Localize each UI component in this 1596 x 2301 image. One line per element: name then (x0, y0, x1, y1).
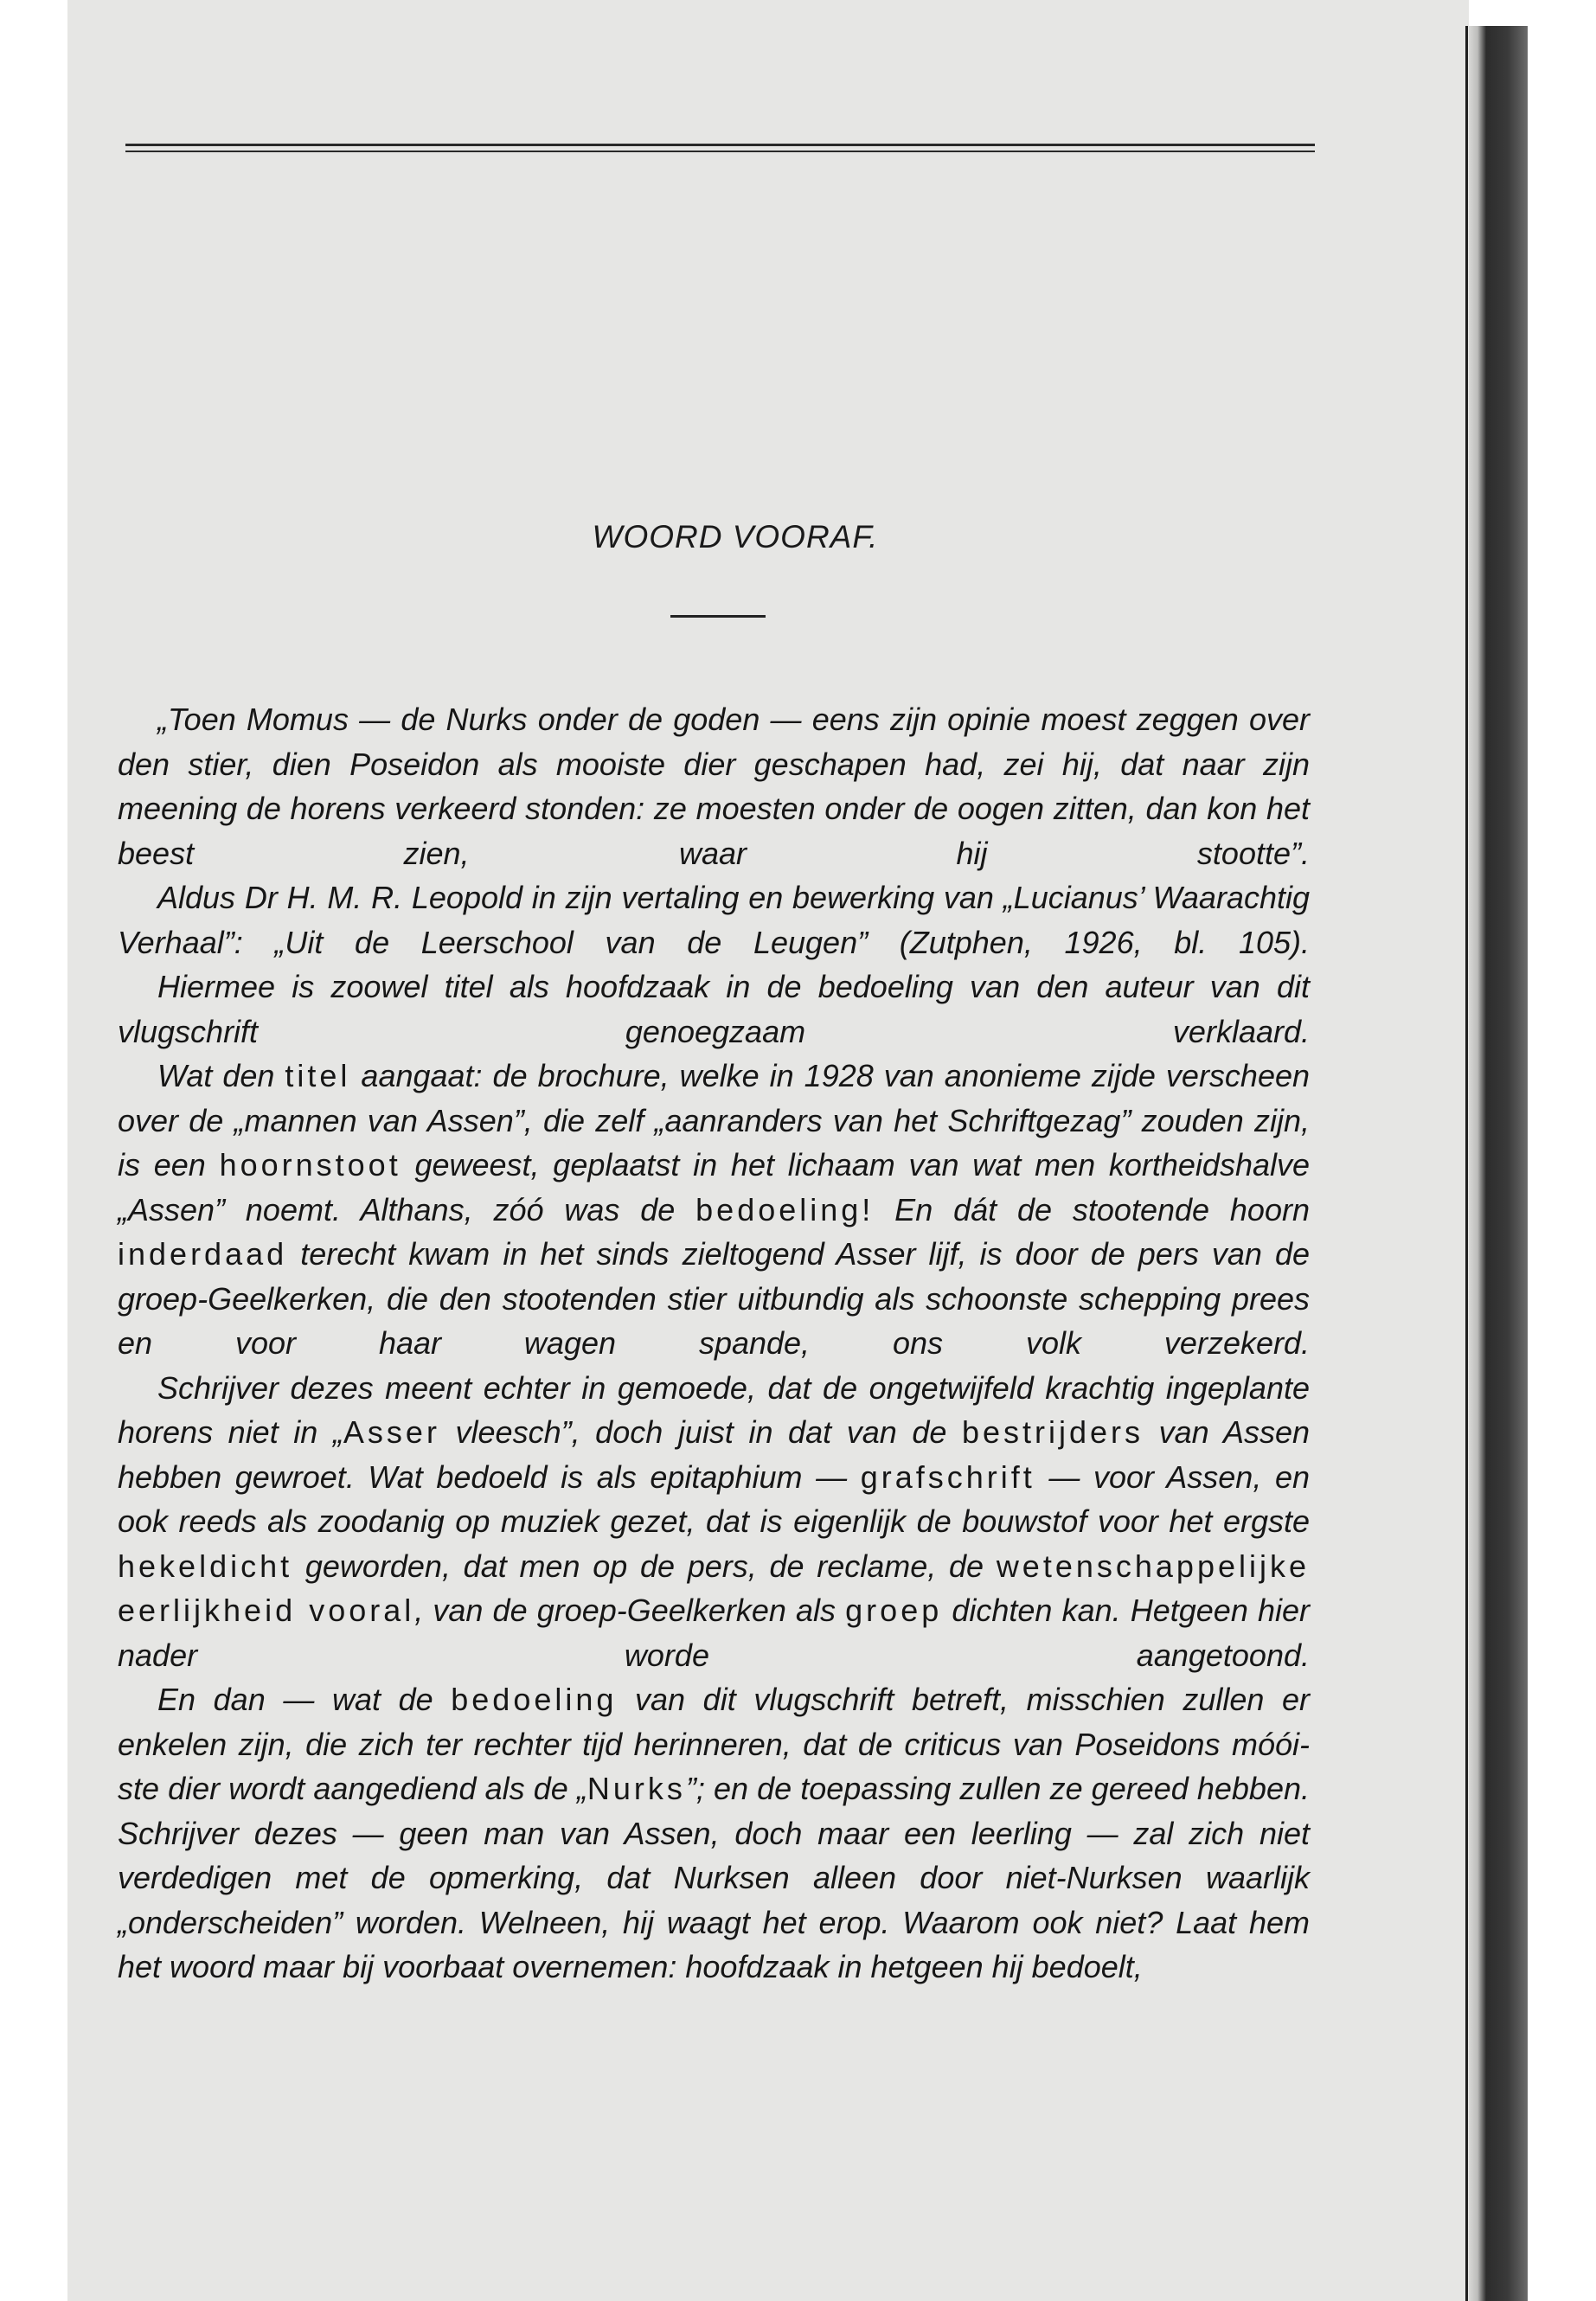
text-run: En dát de stootende hoorn (874, 1191, 1310, 1227)
text-run: van dit vlugschrift betreft, misschien zullen er enkelen zijn, die zich ter rechter tijd herinneren, dat de criticus van Poseidons móói-ste dier wordt aangediend als de „ (118, 1682, 1311, 1806)
text-run: dichten kan. Hetgeen hier nader worde aangetoond. (118, 1593, 1310, 1673)
spaced-emphasis: bedoeling (451, 1682, 618, 1717)
text-run: vleesch”, doch juist in dat van de (439, 1414, 962, 1450)
spaced-emphasis: grafschrift (860, 1458, 1035, 1495)
paragraph (118, 697, 1310, 875)
spaced-emphasis: bedoeling! (695, 1191, 875, 1227)
spaced-emphasis: bestrijders (961, 1414, 1144, 1450)
spaced-emphasis: groep (845, 1593, 943, 1628)
spaced-emphasis: Asser (343, 1414, 440, 1450)
text-run: En dan — wat de (157, 1682, 452, 1717)
text-run: van Assen hebben gewroet. Wat bedoeld is als epitaphium — (118, 1414, 1310, 1495)
page-edge-line (1465, 26, 1468, 2301)
page-heading: WOORD VOORAF. (592, 519, 879, 554)
header-rule-bottom (125, 151, 1315, 152)
text-run: „Toen Momus — de Nurks onder de goden — eens zijn opinie moest zeggen over den stier, dien Poseidon als mooiste dier geschapen had, zei hij, dat naar zijn meening de horens verkeerd stonden: ze moesten onder de oogen zitten, dan kon het beest zien, waar hij stootte”. (118, 702, 1310, 871)
heading-divider (670, 615, 766, 618)
book-spine-edge (1469, 26, 1528, 2301)
paragraph (118, 875, 1310, 965)
text-run: ”; en de toepassing zullen ze gereed hebben. Schrijver dezes — geen man van Assen, doch maar een leerling — zal zich niet verdedigen met de opmerking, dat Nurksen alleen door niet-Nurksen waarlijk „onderscheiden” worden. Welneen, hij waagt het erop. Waarom ook niet? Laat hem het woord maar bij voorbaat overnemen: hoofdzaak in hetgeen hij bedoelt, (118, 1771, 1310, 1984)
text-run: — voor Assen, en ook reeds als zoodanig op muziek gezet, dat is eigenlijk de bouwstof voor het ergste (118, 1458, 1310, 1539)
text-run: Schrijver dezes meent echter in gemoede, dat de ongetwijfeld krachtig ingeplante horens niet in „ (118, 1369, 1310, 1450)
text-run: Hiermee is zoowel titel als hoofdzaak in de bedoeling van den auteur van dit vlugschrift genoegzaam verklaard. (118, 969, 1310, 1049)
spaced-emphasis: hekeldicht (118, 1548, 293, 1584)
text-run: Wat den (157, 1058, 285, 1093)
spaced-emphasis: Nurks (586, 1771, 686, 1806)
spaced-emphasis: wetenschappelijke eerlijkheid vooral (118, 1548, 1310, 1628)
paragraph (118, 1054, 1310, 1366)
text-run: geworden, dat men op de pers, de reclame, de (292, 1548, 997, 1584)
body-text (118, 697, 1310, 1990)
spaced-emphasis: hoornstoot (219, 1147, 401, 1183)
text-run: geweest, geplaatst in het lichaam van wat men kortheidshalve „Assen” noemt. Althans, zóó was de (118, 1147, 1311, 1227)
spaced-emphasis: titel (285, 1058, 351, 1093)
text-run: Aldus Dr H. M. R. Leopold in zijn vertaling en bewerking van „Lucianus’ Waarachtig Verhaal”: „Uit de Leerschool van de Leugen” (Zutphen, 1926, bl. 105). (118, 880, 1310, 960)
paragraph (118, 1366, 1310, 1678)
header-rule-top (125, 144, 1315, 146)
text-run: terecht kwam in het sinds zieltogend Asser lijf, is door de pers van de groep-Geelkerken, die den stootenden stier uitbundig als schoonste schepping prees en voor haar wagen spande, ons volk verzekerd. (118, 1236, 1310, 1361)
paragraph (118, 1677, 1310, 1990)
paragraph (118, 965, 1310, 1054)
text-run: , van de groep-Geelkerken als (414, 1593, 846, 1628)
text-run: aangaat: de brochure, welke in 1928 van anonieme zijde verscheen over de „mannen van Assen”, die zelf „aanranders van het Schriftgezag” zouden zijn, is een (118, 1058, 1311, 1183)
spaced-emphasis: inderdaad (118, 1236, 288, 1272)
